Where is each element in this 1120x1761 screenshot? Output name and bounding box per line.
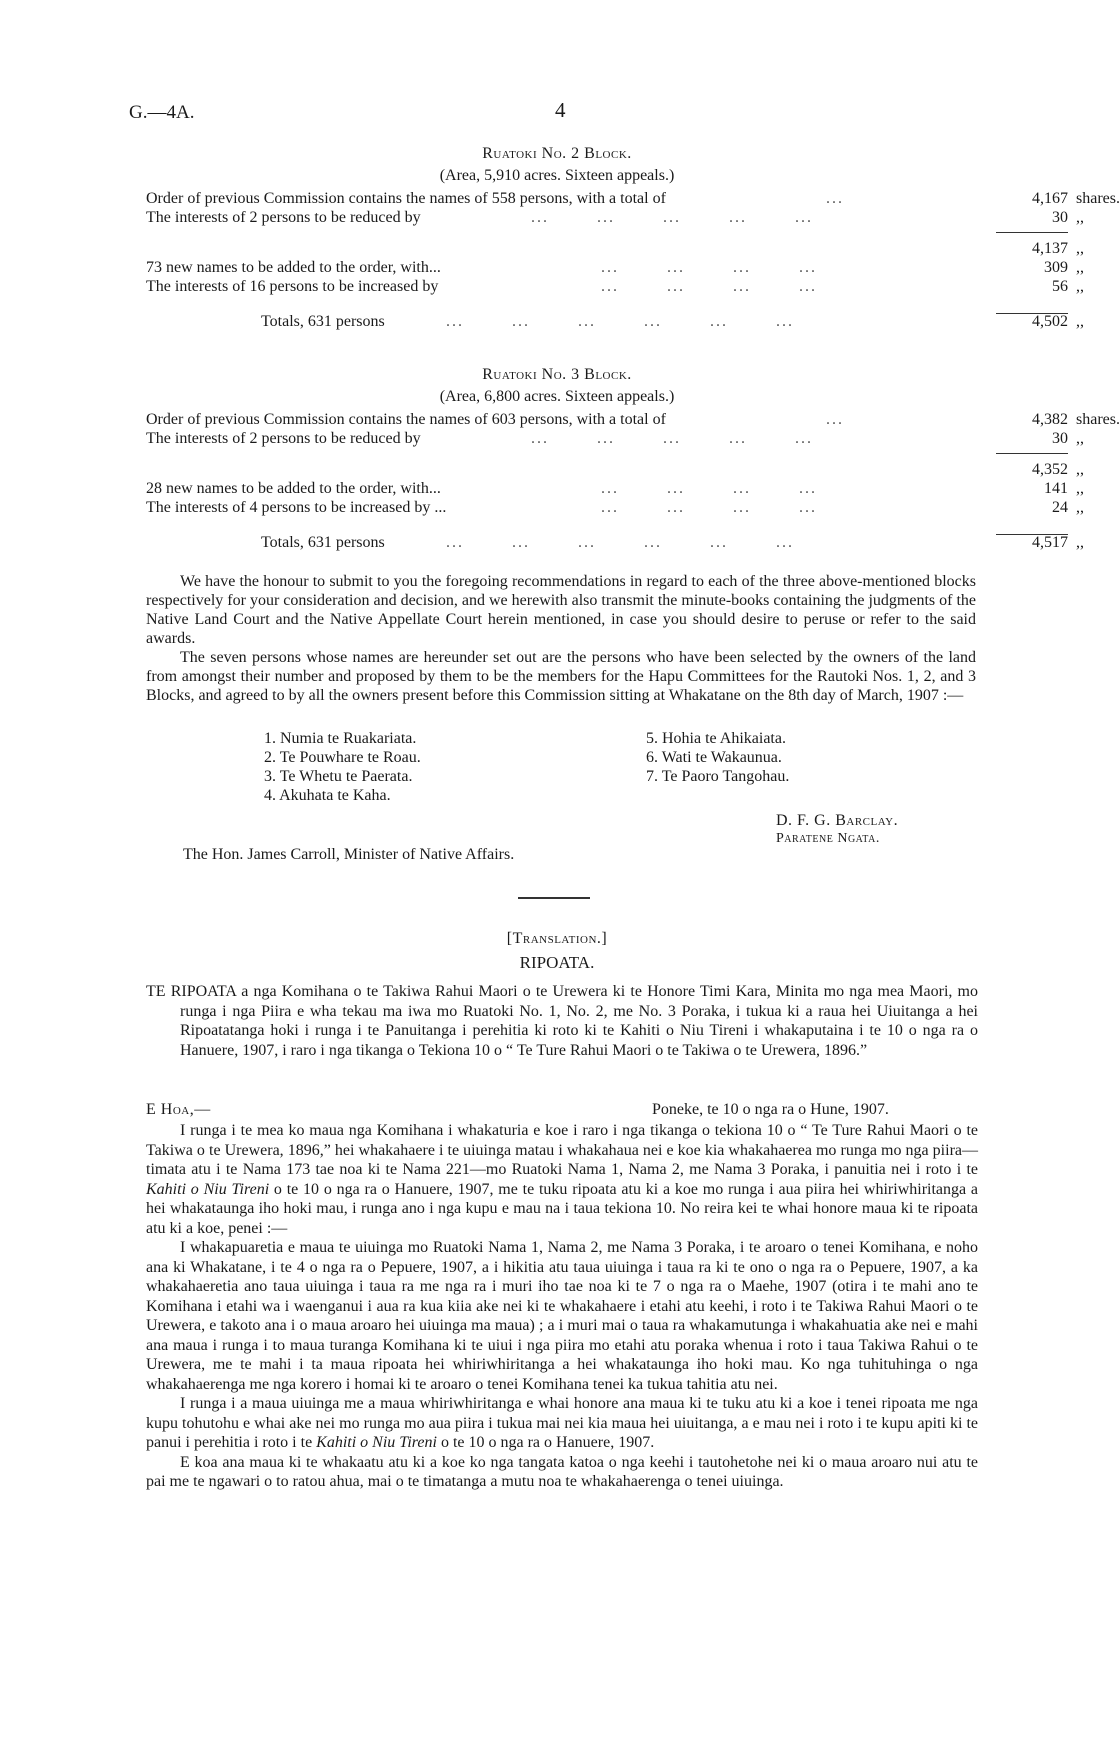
member-item: 4. Akuhata te Kaha. [264,787,391,804]
ledger-value: 4,352 [1032,461,1068,478]
ledger-row: The interests of 16 persons to be increased by ... ... ... ... 56 ,, [146,278,1084,295]
translation-title: RIPOATA. [519,953,595,972]
ledger-label: The interests of 16 persons to be increased by [146,278,439,295]
block2-ledger [146,190,1120,330]
ledger-row: The interests of 2 persons to be reduced by ... ... ... ... ... 30 ,, [146,430,1084,447]
ledger-unit: ,, [1076,209,1084,226]
heading-text: a nga Komihana o te Takiwa Rahui Maori o te Urewera ki te Honore Timi Kara, Minita mo nga mea Maori, mo runga i nga Piira e wha tekau ma iwa mo Ruatoki No. 1, No. 2, me No. 3 Poraka, i tukua ki a raua hei Uiuitanga a hei Ripoatatanga hoki i runga i te Panuitanga i perehitia ki roto ki te Kahiti o Niu Tireni i whakaputaina i te 10 o nga ra o Hanuere, 1907, i raro i nga tikanga o Tekiona 10 o “ Te Ture Rahui Maori o te Takiwa o te Urewera, 1896.” [180,983,978,1059]
ledger-row: Totals, 631 persons ... ... ... ... ... ... 4,502 ,, [261,313,1084,330]
heading-lead: TE RIPOATA [146,983,237,1000]
ledger-row: Order of previous Commission contains the names of 558 persons, with a total of ... 4,167 shares. [146,190,1120,207]
ledger-unit: ,, [1076,259,1084,276]
ledger-value: 141 [1044,480,1068,497]
ledger-value: 30 [1052,430,1068,447]
ledger-value: 24 [1052,499,1068,516]
ledger-unit: ,, [1076,480,1084,497]
ledger-value: 30 [1052,209,1068,226]
ledger-value: 56 [1052,278,1068,295]
translation-paragraph-4: E koa ana maua ki te whakaatu atu ki a koe ko nga tangata katoa o nga keehi i tautohetohe nei ki o maua aroaro nui atu te pai me te ngawari o to ratou ahua, mai o te timatanga a mutu noa te whakahaerenga o tenei uiuinga. [146,1453,978,1490]
ledger-value: 4,137 [1032,240,1068,257]
ledger-unit: ,, [1076,240,1084,257]
ledger-label: The interests of 2 persons to be reduced by [146,209,421,226]
sum-rule [996,232,1068,233]
translation-body [146,1121,978,1492]
series-number: G.—4A. [129,102,195,123]
translation-paragraph-2: I whakapuaretia e maua te uiuinga mo Ruatoki Nama 1, Nama 2, me Nama 3 Poraka, i te aroaro o tenei Komihana, e noho ana ki Whakatane, i te 4 o nga ra o Pepuere, 1907, a i hikitia atu taua uiuinga i taua ra ki te ono o nga ra o Pepuere, 1907, a ka whakahaeretia ano taua uiuinga i taua ra me nga ra i muri iho tae noa ki te 7 o nga ra o Maehe, 1907 (otira i te mahi ano te Komihana i etahi wa i waenganui i aua ra kua kiia ake nei ki te whakahaere i etahi atu keehi, i roto i te Takiwa Rahui Maori o te Urewera, e takoto ana i o maua aroaro hei uiuinga ma maua) ; a i muri mai o taua ra whakamutunga i whakahuatia ake nei e mahi ana maua i runga i to maua turanga Komihana ki te uiui i nga piira mo etahi atu poraka whenua i roto i taua Takiwa Rahui o te Urewera, me te mahi i ta maua ripoata hei whiriwhiritanga a hei whakataunga iho hoki mau. Ko nga tuhituhinga o nga whakahaerenga me nga korero i homai ki te aroaro o tenei Komihana tenei ka tukua tahitia atu nei. [146,1239,978,1393]
ledger-row: 28 new names to be added to the order, with... ... ... ... ... 141 ,, [146,480,1084,497]
ledger-value: 309 [1044,259,1068,276]
translation-paragraph-3: I runga i a maua uiuinga me a maua whiriwhiritanga e whai honore ana maua ki te tuku atu ki a koe i tenei ripoata me nga kupu tohutohu e whai ake nei mo runga mo aua piira i tukua mai nei kia maua hei uiuitanga, a e mau nei i roto i te kupu apiti ki te panui i perehitia i roto i te Kahiti o Niu Tireni o te 10 o nga ra o Hanuere, 1907. [146,1395,978,1451]
member-item: 6. Wati te Wakaunua. [646,749,782,766]
member-item: 3. Te Whetu te Paerata. [264,768,413,785]
ledger-label: Order of previous Commission contains the names of 558 persons, with a total of [146,190,666,207]
ledger-label: Totals, 631 persons [261,313,385,330]
block3-subtitle: (Area, 6,800 acres. Sixteen appeals.) [439,388,675,405]
members-list-left [264,729,421,805]
ledger-row: Order of previous Commission contains the names of 603 persons, with a total of ... 4,382 shares. [146,411,1120,428]
ledger-label: 28 new names to be added to the order, with... [146,480,441,497]
ledger-row [146,240,1084,259]
translation-label: [Translation.] [506,930,608,947]
ledger-value: 4,167 [1032,190,1068,207]
member-item: 1. Numia te Ruakariata. [264,730,417,747]
ledger-unit: shares. [1076,190,1120,207]
sum-rule [996,453,1068,454]
ledger-row: The interests of 4 persons to be increased by ... ... ... ... ... 24 ,, [146,499,1084,516]
ledger-unit: ,, [1076,461,1084,478]
member-item: 5. Hohia te Ahikaiata. [646,730,786,747]
member-item: 2. Te Pouwhare te Roau. [264,749,421,766]
member-item: 7. Te Paoro Tangohau. [646,768,790,785]
ledger-row: 73 new names to be added to the order, with... ... ... ... ... 309 ,, [146,259,1084,276]
ledger-label: The interests of 4 persons to be increased by ... [146,499,447,516]
ledger-label: The interests of 2 persons to be reduced by [146,430,421,447]
ledger-row: Totals, 631 persons ... ... ... ... ... ... 4,517 ,, [261,534,1084,551]
ledger-row: The interests of 2 persons to be reduced by ... ... ... ... ... 30 ,, [146,209,1084,226]
block2-title: Ruatoki No. 2 Block. [482,145,632,162]
ledger-unit: ,, [1076,499,1084,516]
ledger-unit: ,, [1076,534,1084,551]
ledger-unit: ,, [1076,430,1084,447]
ledger-value: 4,382 [1032,411,1068,428]
section-divider [518,897,590,899]
salutation: E Hoa,— [146,1101,211,1118]
ledger-label: Totals, 631 persons [261,534,385,551]
members-list-right [646,729,789,786]
ledger-unit: ,, [1076,278,1084,295]
block3-ledger [146,411,1120,551]
signatory-ngata: Paratene Ngata. [776,831,880,846]
block2-subtitle: (Area, 5,910 acres. Sixteen appeals.) [439,167,675,184]
translation-heading [146,982,978,1060]
ledger-unit: shares. [1076,411,1120,428]
signatory-barclay: D. F. G. Barclay. [776,812,899,829]
ledger-label: Order of previous Commission contains the names of 603 persons, with a total of [146,411,666,428]
report-paragraph-1: We have the honour to submit to you the foregoing recommendations in regard to each of the three above-mentioned blocks respectively for your consideration and decision, and we herewith also transmit the minute-books containing the judgments of the Native Land Court and the Native Appellate Court herein mentioned, in case you should desire to peruse or refer to the said awards. [146,573,977,647]
page-number: 4 [555,98,566,122]
block3-title: Ruatoki No. 3 Block. [482,366,632,383]
report-body [146,572,976,705]
place-date: Poneke, te 10 o nga ra o Hune, 1907. [652,1101,889,1118]
ledger-value: 4,517 [1032,534,1068,551]
ledger-unit: ,, [1076,313,1084,330]
addressee: The Hon. James Carroll, Minister of Native Affairs. [183,846,515,863]
translation-paragraph-1: I runga i te mea ko maua nga Komihana i whakaturia e koe i raro i nga tikanga o tekiona 10 o “ Te Ture Rahui Maori o te Takiwa o te Urewera, 1896,” hei whakahaere i te uiuinga matau i whakahaua nei e koe kia whakahaerea mo runga mo nga piira—timata atu i te Nama 173 tae noa ki te Nama 221—mo Ruatoki Nama 1, Nama 2, me Nama 3 Poraka, i panuitia nei i roto i te Kahiti o Niu Tireni o te 10 o nga ra o Hanuere, 1907, me te tuku ripoata atu ki a koe mo runga i aua piira hei whiriwhiritanga a hei whakataunga iho hoki mau, i runga ano i nga kupu e mau na i taua tekiona 10. No reira kei te whai honore maua ki te ripoata atu ki a koe, penei :— [146,1122,979,1237]
ledger-label: 73 new names to be added to the order, with... [146,259,441,276]
report-paragraph-2: The seven persons whose names are hereunder set out are the persons who have been selected by the owners of the land from amongst their number and proposed by them to be the members for the Hapu Committees for the Rautoki Nos. 1, 2, and 3 Blocks, and agreed to by all the owners present before this Commission sitting at Whakatane on the 8th day of March, 1907 :— [146,649,976,704]
ledger-value: 4,502 [1032,313,1068,330]
ledger-row [146,461,1084,480]
